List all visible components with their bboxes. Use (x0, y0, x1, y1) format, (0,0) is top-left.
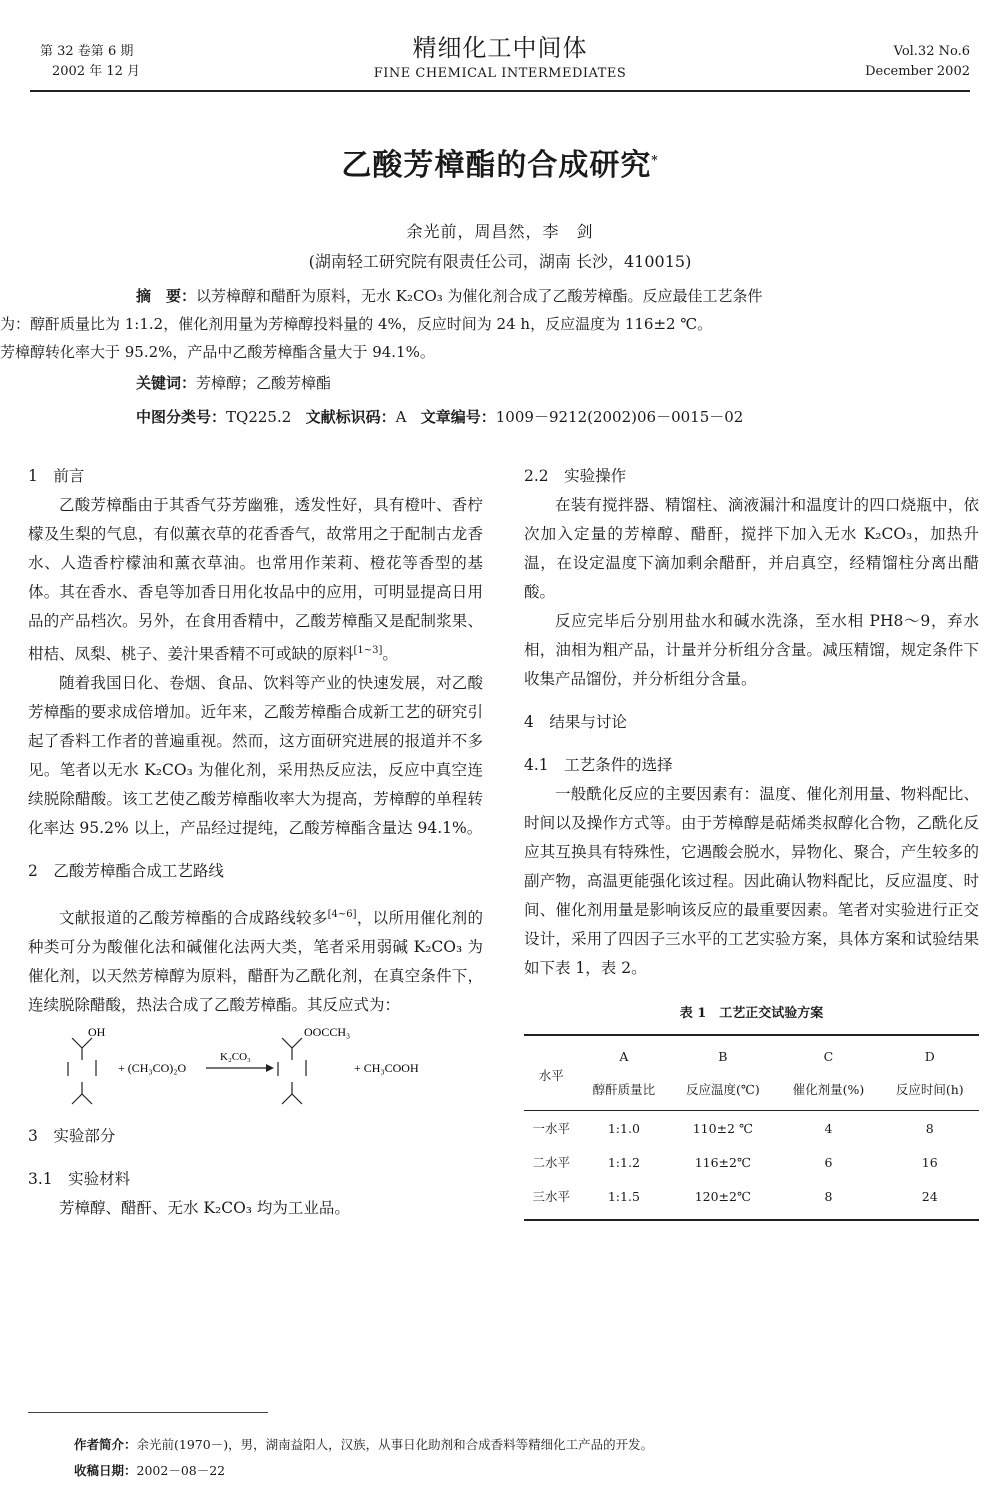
journal-name-cn: 精细化工中间体 (412, 34, 588, 62)
keywords-text: 芳樟醇；乙酸芳樟酯 (196, 374, 332, 392)
factor-b: B (669, 1035, 776, 1073)
footnotes (74, 1432, 653, 1484)
table-cell: 6 (824, 1154, 833, 1170)
citation-1-3: [1~3] (353, 645, 383, 656)
section-3-1-heading: 3.1 实验材料 (28, 1170, 131, 1189)
section-1-heading: 1 前言 (28, 467, 85, 485)
journal-issue-info (40, 42, 140, 82)
table-row-level: 三水平 (524, 1179, 578, 1220)
abstract-block (0, 282, 940, 434)
table-row (524, 1179, 979, 1220)
table-cell: 1:1.0 (607, 1120, 640, 1136)
paper-title-text: 乙酸芳樟酯的合成研究 (341, 148, 652, 183)
keywords-line (90, 366, 940, 400)
issue-volume: 第 32 卷第 6 期 (40, 44, 134, 59)
journal-name (300, 32, 700, 84)
section-2-heading: 2 乙酸芳樟酯合成工艺路线 (28, 862, 224, 881)
section-2-2-paragraph-1: 在装有搅拌器、精馏柱、滴液漏汁和温度计的四口烧瓶中，依次加入定量的芳樟醇、醋酐，搅拌下加入无水 K₂CO₃，加热升温，在设定温度下滴加剩余醋酐，并启真空，经精馏柱分离出醋酸。 (524, 496, 979, 601)
right-column (524, 462, 979, 1221)
byproduct-label: + CH₃COOH (354, 1061, 419, 1076)
article-no-value: 1009－9212(2002)06－0015－02 (495, 408, 744, 426)
header-rule (30, 90, 970, 92)
abstract-line (90, 282, 940, 310)
table-header-row (524, 1035, 979, 1073)
article-no-label: 文章编号： (420, 408, 496, 426)
section-4-1-paragraph: 一般酰化反应的主要因素有：温度、催化剂用量、物料配比、时间以及操作方式等。由于芳樟醇是萜烯类叔醇化合物，乙酰化反应其互换具有特殊性，它遇酸会脱水，异物化、聚合，产生较多的副产物，高温更能强化该过程。因此确认物料配比，反应温度、时间、催化剂用量是影响该反应的最重要因素。笔者对实验进行正交设计，采用了四因子三水平的工艺实验方案，具体方案和试验结果如下表 1，表 2。 (524, 785, 979, 977)
issue-volume-en: Vol.32 No.6 (893, 44, 970, 59)
linalool-structure (68, 1038, 96, 1104)
author-list: 余光前，周昌然，李 剑 (406, 222, 594, 241)
table-cell: 8 (776, 1179, 880, 1220)
received-date (74, 1458, 653, 1484)
abstract-text-1: 以芳樟醇和醋酐为原料，无水 K₂CO₃ 为催化剂合成了乙酸芳樟酯。反应最佳工艺条件 (196, 287, 763, 305)
section-2-paragraph-1 (28, 900, 483, 1020)
table-cell: 24 (880, 1179, 979, 1220)
factor-a-name: 醇酐质量比 (578, 1073, 669, 1111)
section-4-heading: 4 结果与讨论 (524, 713, 627, 731)
issue-date-en: December 2002 (865, 64, 970, 79)
author-bio-text: 余光前(1970－)，男，湖南益阳人，汉族，从事日化助剂和合成香料等精细化工产品的开发。 (136, 1437, 654, 1452)
keywords-label: 关键词： (136, 374, 197, 392)
paper-title (0, 140, 1000, 186)
journal-issue-info-en (865, 42, 970, 82)
reaction-equation (28, 1024, 483, 1112)
table-cell: 110±2 ℃ (692, 1120, 753, 1136)
section-2-2-heading: 2.2 实验操作 (524, 467, 627, 485)
table-row (524, 1145, 979, 1179)
section-4-1-heading: 4.1 工艺条件的选择 (524, 756, 673, 774)
clc-value: TQ225.2 (226, 408, 292, 426)
abstract-text-2: 为：醇酐质量比为 1:1.2，催化剂用量为芳樟醇投料量的 4%，反应时间为 24 h，反应温度为 116±2 ℃。 (0, 315, 713, 333)
factor-d-name: 反应时间(h) (880, 1073, 979, 1111)
table-cell: 1:1.2 (607, 1154, 640, 1170)
received-date-text: 2002－08－22 (136, 1463, 226, 1478)
author-bio (74, 1432, 653, 1458)
classification-line (90, 400, 940, 434)
issue-date: 2002 年 12 月 (52, 64, 141, 79)
table-1 (524, 1034, 979, 1221)
doc-code-label: 文献标识码： (305, 408, 396, 426)
title-footnote-mark: * (651, 153, 659, 167)
table-cell: 120±2℃ (669, 1179, 776, 1220)
section-1-paragraph-1-end: 。 (382, 645, 398, 664)
table-1-caption: 表 1 工艺正交试验方案 (679, 1006, 824, 1021)
factor-d: D (880, 1035, 979, 1073)
table-cell: 16 (921, 1154, 938, 1170)
section-2-2-paragraph-2: 反应完毕后分别用盐水和碱水洗涤，至水相 PH8～9，弃水相，油相为粗产品，计量并分析组分含量。减压精馏，规定条件下收集产品馏份，并分析组分含量。 (524, 612, 979, 688)
table-cell: 1:1.5 (578, 1179, 669, 1220)
catalyst-label: K₂CO₃ (220, 1051, 251, 1064)
affiliation: (湖南轻工研究院有限责任公司，湖南 长沙，410015) (308, 252, 692, 271)
section-3-heading: 3 实验部分 (28, 1127, 116, 1146)
left-column (28, 462, 483, 1223)
table-cell: 4 (824, 1120, 833, 1136)
table-row-header: 水平 (524, 1035, 578, 1111)
linalyl-acetate-structure (278, 1038, 306, 1104)
footnote-rule (28, 1412, 268, 1413)
factor-c-name: 催化剂量(%) (776, 1073, 880, 1111)
section-1-paragraph-1 (28, 491, 483, 669)
received-date-label: 收稿日期： (74, 1463, 137, 1478)
author-bio-label: 作者简介： (74, 1437, 137, 1452)
table-row-level: 二水平 (532, 1154, 570, 1170)
reagent-label: + (CH₃CO)₂O (118, 1061, 187, 1076)
ester-label: OOCCH₃ (304, 1025, 351, 1040)
section-1-paragraph-1-text: 乙酸芳樟酯由于其香气芬芳幽雅，透发性好，具有橙叶、香柠檬及生梨的气息，有似薰衣草的花香香气，故常用之于配制古龙香水、人造香柠檬油和薰衣草油。也常用作茉莉、橙花等香型的基体。其在香水、香皂等加香日用化妆品中的应用，可明显提高日用品的产品档次。另外，在食用香精中，乙酸芳樟酯又是配制浆果、柑桔、凤梨、桃子、姜汁果香精不可或缺的原料 (28, 496, 483, 664)
reaction-arrow-head (266, 1064, 274, 1072)
section-3-1-paragraph: 芳樟醇、醋酐、无水 K₂CO₃ 均为工业品。 (59, 1199, 350, 1218)
factor-a: A (578, 1035, 669, 1073)
citation-4-6: [4~6] (327, 909, 357, 921)
table-cell: 116±2℃ (694, 1154, 751, 1170)
journal-name-en: FINE CHEMICAL INTERMEDIATES (373, 66, 627, 81)
reaction-scheme-svg (28, 1024, 483, 1112)
doc-code-value: A (395, 408, 407, 426)
table-cell: 8 (925, 1120, 934, 1136)
section-2-paragraph-1-end: ，以所用催化剂的种类可分为酸催化法和碱催化法两大类，笔者采用弱碱 K₂CO₃ 为催化剂，以天然芳樟醇为原料，醋酐为乙酰化剂，在真空条件下，连续脱除醋酸，热法合成了乙酸芳樟酯。其反应式为： (28, 909, 483, 1015)
oh-label: OH (88, 1025, 106, 1040)
section-1-paragraph-2: 随着我国日化、卷烟、食品、饮料等产业的快速发展，对乙酸芳樟酯的要求成倍增加。近年来，乙酸芳樟酯合成新工艺的研究引起了香料工作者的普遍重视。然而，这方面研究进展的报道并不多见。笔者以无水 K₂CO₃ 为催化剂，采用热反应法，反应中真空连续脱除醋酸。该工艺使乙酸芳樟酯收率大为提高，芳樟醇的单程转化率达 95.2% 以上，产品经过提纯，乙酸芳樟酯含量达 94.1%。 (28, 674, 483, 838)
factor-c: C (776, 1035, 880, 1073)
abstract-label: 摘 要： (136, 287, 197, 305)
table-row-level: 一水平 (532, 1120, 570, 1136)
factor-b-name: 反应温度(℃) (669, 1073, 776, 1111)
abstract-text-3: 芳樟醇转化率大于 95.2%，产品中乙酸芳樟酯含量大于 94.1%。 (0, 343, 435, 361)
table-row (524, 1111, 979, 1146)
clc-label: 中图分类号： (136, 408, 227, 426)
table-subheader-row (524, 1073, 979, 1111)
section-2-paragraph-1-text: 文献报道的乙酸芳樟酯的合成路线较多 (59, 909, 328, 928)
